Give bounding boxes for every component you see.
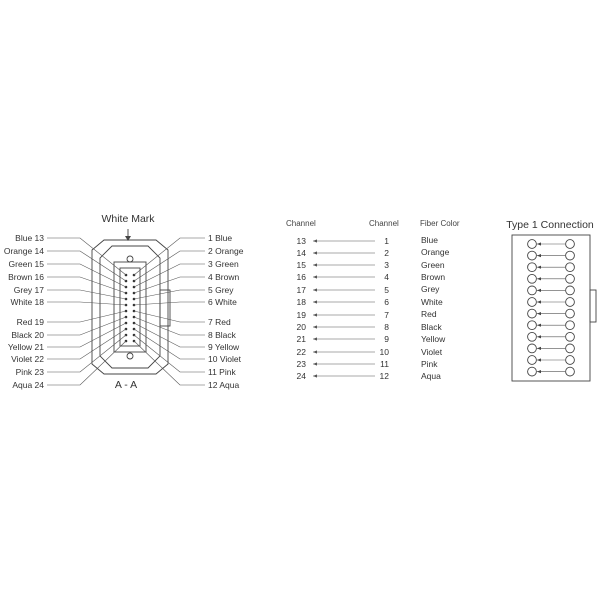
channel-left: 19: [296, 310, 306, 320]
fiber-color: Black: [421, 322, 442, 332]
channel-right: 7: [384, 310, 389, 320]
type1-arrowhead: [537, 254, 541, 257]
type1-arrowhead: [537, 242, 541, 245]
channel-arrowhead: [313, 337, 317, 340]
type1-arrowhead: [537, 312, 541, 315]
channel-left: 24: [296, 371, 306, 381]
type1-right-port: [566, 286, 575, 295]
type1-arrowhead: [537, 358, 541, 361]
left-label: Black 20: [11, 330, 44, 340]
fiber-color: Green: [421, 260, 445, 270]
type1-right-port: [566, 251, 575, 260]
left-label: Red 19: [16, 317, 44, 327]
channel-arrowhead: [313, 288, 317, 291]
ferrule: [114, 262, 146, 352]
table-arrows: [313, 239, 375, 377]
type1-right-port: [566, 356, 575, 365]
channel-left: 23: [296, 359, 306, 369]
channel-left: 13: [296, 236, 306, 246]
left-label: Brown 16: [8, 272, 44, 282]
header-fiber-color: Fiber Color: [420, 219, 460, 228]
white-mark-label: White Mark: [101, 213, 155, 225]
type1-key: [590, 290, 596, 322]
type1-left-port: [528, 309, 537, 318]
type1-left-port: [528, 298, 537, 307]
channel-left: 17: [296, 285, 306, 295]
right-leader: [134, 335, 205, 372]
type1-right-port: [566, 321, 575, 330]
channel-arrowhead: [313, 300, 317, 303]
type1-arrowhead: [537, 370, 541, 373]
type1-left-port: [528, 240, 537, 249]
type1-right-port: [566, 240, 575, 249]
fiber-color: Brown: [421, 272, 446, 282]
channel-left: 22: [296, 347, 306, 357]
ferrule-inner: [120, 268, 140, 346]
fiber-color: Blue: [421, 235, 439, 245]
fiber-color: Violet: [421, 347, 443, 357]
right-label: 4 Brown: [208, 272, 240, 282]
right-label: 12 Aqua: [208, 380, 240, 390]
right-label: 5 Grey: [208, 285, 234, 295]
channel-arrowhead: [313, 313, 317, 316]
channel-right: 6: [384, 297, 389, 307]
type1-left-port: [528, 263, 537, 272]
left-label: Grey 17: [13, 285, 44, 295]
right-leader: [134, 277, 205, 293]
type1-right-port: [566, 309, 575, 318]
section-label: A - A: [114, 379, 138, 391]
type1-right-port: [566, 344, 575, 353]
channel-right: 1: [384, 236, 389, 246]
type1-arrowhead: [537, 347, 541, 350]
channel-arrowhead: [313, 263, 317, 266]
connector-key: [160, 290, 170, 326]
type1-right-port: [566, 298, 575, 307]
connector-section: [4, 213, 244, 391]
channel-left: 21: [296, 334, 306, 344]
channel-left: 15: [296, 260, 306, 270]
channel-right: 9: [384, 334, 389, 344]
channel-arrowhead: [313, 275, 317, 278]
fiber-color: White: [421, 297, 443, 307]
type1-arrowhead: [537, 300, 541, 303]
channel-right: 8: [384, 322, 389, 332]
header-channel-right: Channel: [369, 219, 399, 228]
right-label: 10 Violet: [208, 354, 241, 364]
right-leader: [134, 290, 205, 299]
type1-connection: [506, 219, 596, 381]
right-label: 2 Orange: [208, 246, 244, 256]
channel-arrowhead: [313, 362, 317, 365]
channel-right: 3: [384, 260, 389, 270]
right-label: 3 Green: [208, 259, 239, 269]
channel-arrowhead: [313, 239, 317, 242]
channel-right: 10: [379, 347, 389, 357]
fiber-color: Yellow: [421, 334, 446, 344]
fiber-color: Aqua: [421, 371, 441, 381]
right-leader: [134, 251, 205, 281]
channel-left: 18: [296, 297, 306, 307]
left-label: Yellow 21: [7, 342, 44, 352]
channel-left: 20: [296, 322, 306, 332]
channel-right: 5: [384, 285, 389, 295]
type1-left-port: [528, 356, 537, 365]
type1-left-port: [528, 332, 537, 341]
type1-left-port: [528, 321, 537, 330]
connector-shell: [92, 240, 168, 374]
right-leader-lines: [134, 238, 205, 385]
type1-left-port: [528, 367, 537, 376]
left-label: Aqua 24: [12, 380, 44, 390]
header-channel-left: Channel: [286, 219, 316, 228]
right-label: 8 Black: [208, 330, 236, 340]
channel-right: 12: [379, 371, 389, 381]
channel-right: 4: [384, 272, 389, 282]
connector-body: [100, 246, 160, 368]
right-leader: [134, 302, 205, 305]
channel-table: [286, 219, 460, 381]
type1-right-port: [566, 367, 575, 376]
fiber-dots: [125, 274, 136, 343]
type1-right-port: [566, 274, 575, 283]
channel-arrowhead: [313, 374, 317, 377]
guide-hole-top: [127, 256, 133, 262]
type1-right-port: [566, 332, 575, 341]
fiber-color: Grey: [421, 284, 440, 294]
type1-arrowhead: [537, 266, 541, 269]
left-label: Blue 13: [15, 233, 44, 243]
type1-arrowhead: [537, 277, 541, 280]
type1-right-port: [566, 263, 575, 272]
left-label: Pink 23: [15, 367, 44, 377]
guide-hole-bottom: [127, 353, 133, 359]
right-leader: [134, 341, 205, 385]
left-label: Orange 14: [3, 246, 44, 256]
channel-right: 11: [380, 359, 389, 369]
type1-arrowhead: [537, 335, 541, 338]
right-leader: [134, 311, 205, 322]
left-label: Violet 22: [11, 354, 44, 364]
type1-arrowhead: [537, 289, 541, 292]
right-leader: [134, 329, 205, 359]
right-label: 7 Red: [208, 317, 231, 327]
fiber-color: Red: [421, 309, 437, 319]
left-label: White 18: [10, 297, 44, 307]
type1-pairs: [528, 240, 575, 376]
channel-right: 2: [384, 248, 389, 258]
left-label: Green 15: [8, 259, 44, 269]
channel-left: 16: [296, 272, 306, 282]
right-label: 6 White: [208, 297, 237, 307]
channel-arrowhead: [313, 325, 317, 328]
type1-box: [512, 235, 590, 381]
channel-arrowhead: [313, 251, 317, 254]
right-label: 1 Blue: [208, 233, 233, 243]
fiber-color: Orange: [421, 247, 450, 257]
type1-left-port: [528, 251, 537, 260]
type1-arrowhead: [537, 324, 541, 327]
right-label: 9 Yellow: [208, 342, 240, 352]
type1-title: Type 1 Connection: [506, 219, 594, 231]
right-label: 11 Pink: [208, 367, 236, 377]
channel-arrowhead: [313, 350, 317, 353]
type1-left-port: [528, 344, 537, 353]
channel-left: 14: [296, 248, 306, 258]
type1-left-port: [528, 274, 537, 283]
fiber-color: Pink: [421, 359, 438, 369]
type1-left-port: [528, 286, 537, 295]
right-leader: [134, 264, 205, 287]
